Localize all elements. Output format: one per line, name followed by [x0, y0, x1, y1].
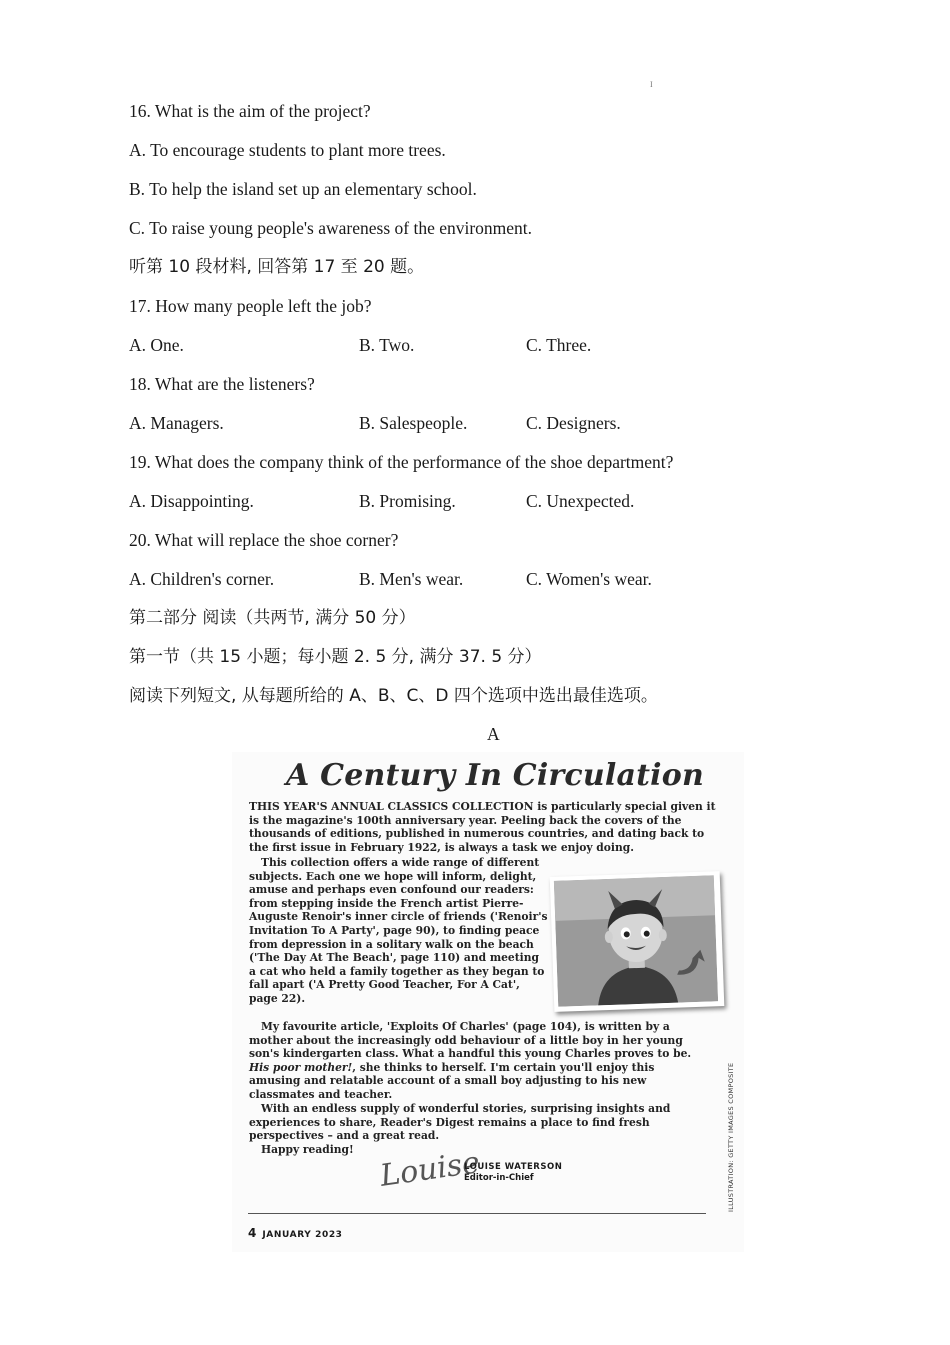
article-closing: Happy reading! [261, 1143, 354, 1156]
article-paragraph-1-text: is particularly special given it is the magazine's 100th anniversary year. Peeling back the covers of the thousands of editions, published in numerous countries, and dating back to the first issue in February 1922, is always a task we enjoy doing. [249, 800, 716, 854]
article-paragraph-3-part-b: , she thinks to herself. I'm certain you'll enjoy this amusing and relatable account of a small boy adjusting to his new classmates and teacher. [249, 1060, 655, 1101]
issue-date: JANUARY 2023 [262, 1230, 343, 1240]
scan-tick-mark: I [650, 80, 653, 89]
q20-option-b: B. Men's wear. [359, 569, 464, 589]
q18-option-c: C. Designers. [526, 413, 621, 433]
article-title: A Century In Circulation [286, 758, 705, 793]
article-paragraph-4: With an endless supply of wonderful stories, surprising insights and experiences to share, Reader's Digest remains a place to find fresh perspectives – and a great read. [249, 1102, 671, 1143]
q19-option-a: A. Disappointing. [129, 491, 254, 511]
editor-role: Editor-in-Chief [464, 1173, 534, 1183]
q16-option-c: C. To raise young people's awareness of the environment. [129, 218, 533, 238]
footer-divider [248, 1213, 706, 1214]
article-paragraph-2: This collection offers a wide range of different subjects. Each one we hope will inform, delight, amuse and perhaps even confound our readers: from stepping inside the French artist Pierre-Auguste Renoir's inner circle of friends ('Renoir's Invitation To A Party', page 90), to finding peace from depression in a solitary walk on the beach ('The Day At The Beach', page 110) and meeting a cat who held a family together as they began to fall apart ('A Pretty Good Teacher, For A Cat', page 22). [249, 856, 548, 1005]
illustration-credit: ILLUSTRATION: GETTY IMAGES COMPOSITE [727, 1062, 735, 1212]
section10-instruction: 听第 10 段材料, 回答第 17 至 20 题。 [129, 257, 425, 277]
question-20: 20. What will replace the shoe corner? [129, 530, 399, 550]
reading-instruction: 阅读下列短文, 从每题所给的 A、B、C、D 四个选项中选出最佳选项。 [129, 686, 658, 706]
q17-option-a: A. One. [129, 335, 184, 355]
q20-option-c: C. Women's wear. [526, 569, 652, 589]
question-18: 18. What are the listeners? [129, 374, 315, 394]
question-16: 16. What is the aim of the project? [129, 101, 371, 121]
part2-heading: 第二部分 阅读（共两节, 满分 50 分） [129, 608, 416, 628]
q20-option-a: A. Children's corner. [129, 569, 275, 589]
magazine-footer [248, 1226, 343, 1240]
question-19: 19. What does the company think of the performance of the shoe department? [129, 452, 674, 472]
article-paragraph-3-italic: His poor mother! [249, 1060, 353, 1074]
article-lead-caps: THIS YEAR'S ANNUAL CLASSICS COLLECTION [249, 800, 534, 813]
q18-option-a: A. Managers. [129, 413, 224, 433]
article-paragraph-1 [249, 800, 719, 854]
article-paragraph-3-part-a: My favourite article, 'Exploits Of Charles' (page 104), is written by a mother about the increasingly odd behaviour of a little boy in her young son's kindergarten class. What a handful this young Charles proves to be. [249, 1020, 692, 1061]
section1-heading: 第一节（共 15 小题；每小题 2. 5 分, 满分 37. 5 分） [129, 647, 542, 667]
devil-boy-illustration [554, 875, 718, 1007]
question-17: 17. How many people left the job? [129, 296, 372, 316]
editor-signature: Louise [378, 1145, 483, 1194]
passage-label: A [487, 724, 500, 744]
q18-option-b: B. Salespeople. [359, 413, 468, 433]
article-paragraph-3 [249, 1020, 709, 1102]
page-number: 4 [248, 1226, 257, 1240]
q19-option-b: B. Promising. [359, 491, 456, 511]
q16-option-b: B. To help the island set up an elementary school. [129, 179, 477, 199]
q19-option-c: C. Unexpected. [526, 491, 635, 511]
cartoon-boy-illustration [550, 871, 725, 1012]
editor-name: LOUISE WATERSON [464, 1162, 563, 1172]
q17-option-c: C. Three. [526, 335, 592, 355]
magazine-article-scan [232, 752, 744, 1252]
q16-option-a: A. To encourage students to plant more trees. [129, 140, 446, 160]
q17-option-b: B. Two. [359, 335, 415, 355]
